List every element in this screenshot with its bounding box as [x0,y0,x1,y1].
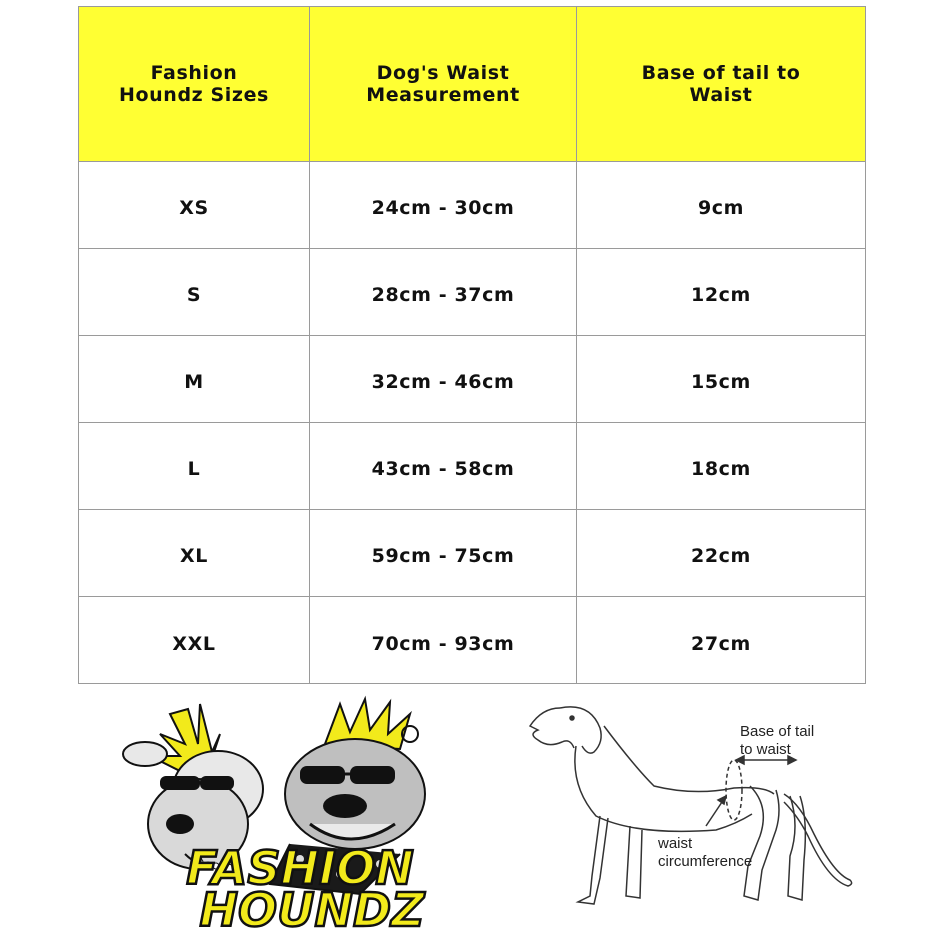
tail-label-line2: to waist [740,741,791,758]
waist-ring [726,760,742,820]
fashion-houndz-logo [100,694,500,934]
waist-label-line2: circumference [658,853,753,870]
table-row [79,336,865,423]
header-cell-size [79,7,310,161]
size-cell: L [79,423,310,509]
tail-cell: 22cm [691,545,751,567]
tail-label-line1: Base of tail [740,723,815,740]
table-row [79,510,865,597]
dog-measurement-diagram [520,696,880,926]
header-text: Dog's Waist [376,62,510,84]
header-text: Waist [689,84,753,106]
size-cell: XS [79,162,310,248]
logo-line2: HOUNDZ [199,883,425,934]
size-cell: S [79,249,310,335]
size-chart-table [78,6,866,684]
waist-cell: 70cm - 93cm [310,597,577,684]
table-row [79,423,865,510]
waist-cell: 43cm - 58cm [310,423,577,509]
table-row [79,597,865,684]
table-row [79,162,865,249]
header-text: Fashion [150,62,238,84]
tail-cell: 27cm [691,632,751,655]
header-text: Houndz Sizes [119,84,269,106]
logo-line1: FASHION [186,841,414,895]
header-text: Base of tail to [641,62,801,84]
header-text: Measurement [366,84,520,106]
waist-cell: 32cm - 46cm [310,336,577,422]
table-header-row [79,7,865,162]
waist-label-line1: waist [658,835,693,852]
waist-cell: 28cm - 37cm [310,249,577,335]
tail-cell: 15cm [691,371,751,393]
tail-cell: 18cm [691,458,751,480]
size-cell: XXL [79,597,310,684]
tail-cell: 12cm [691,284,751,306]
size-cell: M [79,336,310,422]
table-row [79,249,865,336]
waist-cell: 24cm - 30cm [310,162,577,248]
header-cell-waist [310,7,577,161]
tail-cell: 9cm [697,197,745,219]
header-cell-tail [577,7,865,161]
size-cell: XL [79,510,310,596]
waist-cell: 59cm - 75cm [310,510,577,596]
